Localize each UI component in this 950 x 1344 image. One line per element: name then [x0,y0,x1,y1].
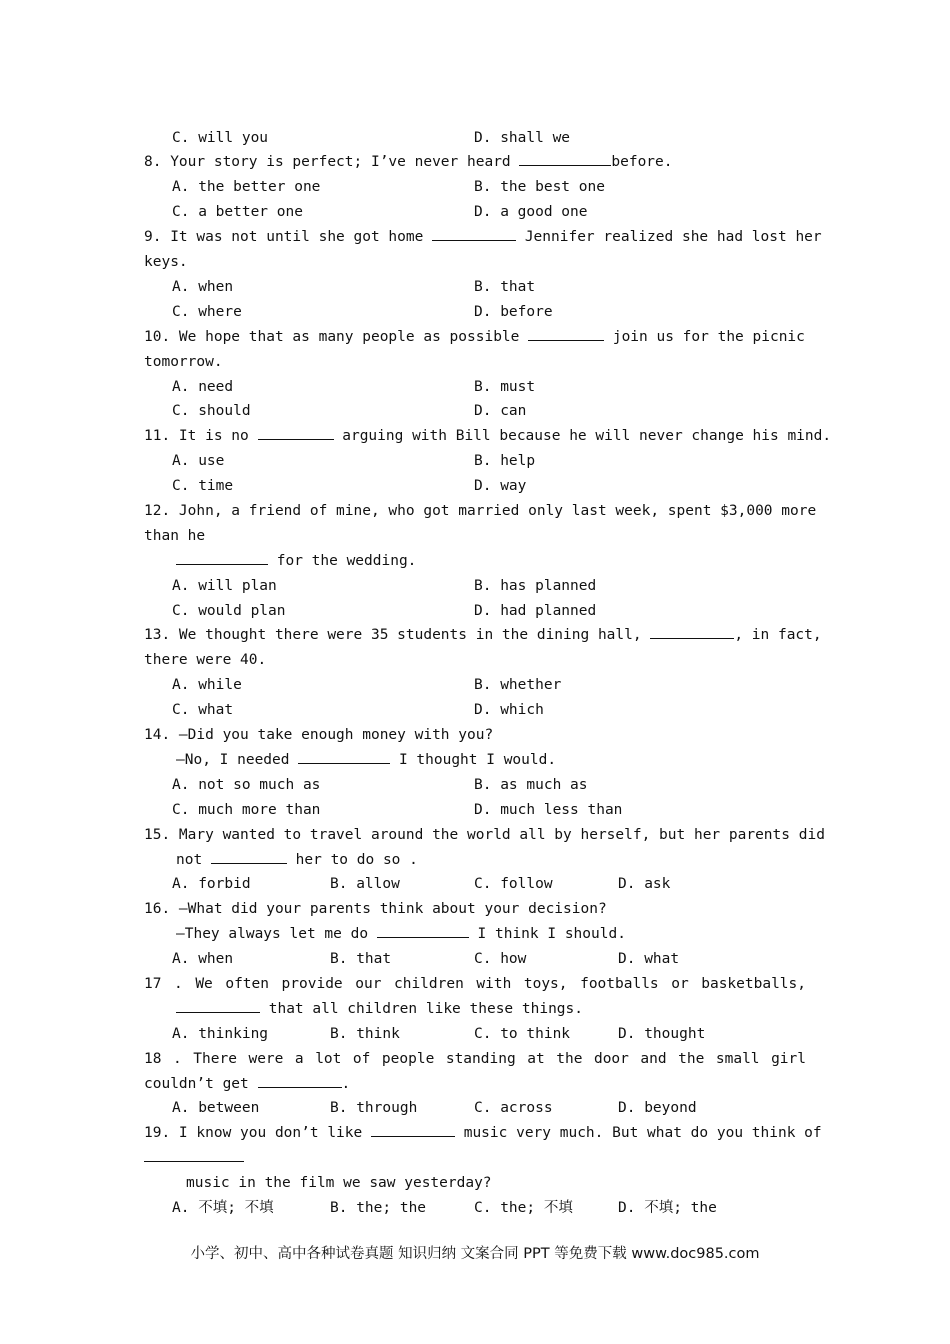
q15-stem-c: her to do so . [286,852,418,868]
q10-blank [528,326,604,341]
q15-blank [211,849,287,864]
q11-stem-a: 11. It is no [144,428,258,444]
q9-option-a: A. when [172,279,234,295]
q13-stem-a: 13. We thought there were 35 students in the dining hall, [144,627,651,643]
q16-stem-b: —They always let me do [176,926,377,942]
q9-option-c: C. where [172,304,242,320]
q11-options-ab [172,449,806,473]
q10-option-a: A. need [172,379,234,395]
q13-blank [650,624,734,639]
q12-option-c: C. would plan [172,603,286,619]
q15-options [172,872,806,896]
q17-option-c: C. to think [474,1026,571,1042]
q16-stem: 16. —What did your parents think about your decision? [144,901,607,917]
q7-option-c: C. will you [172,130,269,146]
q10-stem-a: 10. We hope that as many people as possible [144,329,529,345]
q12-stem-blank-line [176,549,838,573]
q19-stem-b: music very much. But what do you think of [454,1125,822,1141]
q9-blank [432,226,516,241]
q15-option-c: C. follow [474,876,553,892]
q15-stem: 15. Mary wanted to travel around the world all by herself, but her parents did [144,827,825,843]
q17-option-a: A. thinking [172,1026,269,1042]
q16-option-b: B. that [330,951,392,967]
q7-option-d: D. shall we [474,130,571,146]
q13-option-a: A. while [172,677,242,693]
q11-stem-b: arguing with Bill because he will never change his mind. [333,428,832,444]
q12-option-b: B. has planned [474,578,597,594]
q13-stem [144,623,822,647]
q18-option-c: C. across [474,1100,553,1116]
q9-stem-b: Jennifer realized she had lost her [516,229,822,245]
q14-stem-reply [176,748,838,772]
q12-option-a: A. will plan [172,578,277,594]
q9-options-ab [172,275,806,299]
q12-stem: 12. John, a friend of mine, who got married only last week, spent $3,000 more [144,503,817,519]
q17-stem-cont [176,997,838,1021]
q12-option-d: D. had planned [474,603,597,619]
q13-stem-b: , in fact, [734,627,822,643]
q14-option-b: B. as much as [474,777,588,793]
q10-stem-cont: tomorrow. [144,354,223,370]
q19-option-a: A. 不填; 不填 [172,1200,274,1216]
q8-option-b: B. the best one [474,179,605,195]
q15-option-d: D. ask [618,876,671,892]
q13-option-b: B. whether [474,677,562,693]
q18-stem: 18 . There were a lot of people standing at the door and the small girl [144,1051,806,1067]
q8-option-a: A. the better one [172,179,321,195]
q19-stem [144,1121,822,1145]
q14-stem-c: I thought I would. [390,752,557,768]
q15-option-a: A. forbid [172,876,251,892]
q17-stem-c: that all children like these things. [260,1001,584,1017]
q16-option-c: C. how [474,951,527,967]
q10-stem [144,325,806,349]
q17-stem: 17 . We often provide our children with toys, footballs or basketballs, [144,976,806,992]
q15-stem-cont [176,848,838,872]
q12-options-ab [172,574,806,598]
q14-stem: 14. —Did you take enough money with you? [144,727,494,743]
q11-option-b: B. help [474,453,536,469]
q12-options-cd [172,599,806,623]
q14-options-cd [172,798,806,822]
q10-stem-b: join us for the picnic [604,329,805,345]
page-footer: 小学、初中、高中各种试卷真题 知识归纳 文案合同 PPT 等免费下载 www.doc985.com [190,1246,760,1262]
q8-stem-b: before. [611,154,673,170]
q16-option-a: A. when [172,951,234,967]
q19-blank-2 [144,1147,244,1162]
q9-option-d: D. before [474,304,553,320]
q11-options-cd [172,474,806,498]
q19-blank-line [144,1146,806,1170]
q10-option-d: D. can [474,403,527,419]
q10-option-c: C. should [172,403,251,419]
q10-options-ab [172,375,806,399]
q16-options [172,947,806,971]
q8-options-ab [172,175,806,199]
q10-options-cd [172,399,806,423]
q19-stem-a: 19. I know you don’t like [144,1125,371,1141]
q11-blank [258,425,334,440]
q14-options-ab [172,773,806,797]
q11-option-a: A. use [172,453,225,469]
q19-blank-1 [371,1122,455,1137]
q12-stem-c: for the wedding. [268,553,417,569]
q13-option-d: D. which [474,702,544,718]
q16-stem-reply [176,922,838,946]
q16-stem-c: I think I should. [468,926,626,942]
q8-option-c: C. a better one [172,204,303,220]
q17-options [172,1022,806,1046]
q8-options-cd [172,200,806,224]
q10-option-b: B. must [474,379,536,395]
q13-stem-cont: there were 40. [144,652,267,668]
q9-stem-cont: keys. [144,254,188,270]
q8-blank [519,151,611,166]
q14-option-d: D. much less than [474,802,623,818]
q18-stem-b: couldn’t get [144,1076,258,1092]
q18-options [172,1096,806,1120]
q11-stem [144,424,832,448]
q8-option-d: D. a good one [474,204,588,220]
q12-stem-cont: than he [144,528,206,544]
q15-stem-b: not [176,852,211,868]
q18-stem-cont [144,1072,806,1096]
q11-option-c: C. time [172,478,234,494]
q13-option-c: C. what [172,702,234,718]
q14-blank [298,749,390,764]
q14-stem-b: —No, I needed [176,752,299,768]
q9-stem [144,225,822,249]
q9-options-cd [172,300,806,324]
q19-option-d: D. 不填; the [618,1200,717,1216]
q13-options-cd [172,698,806,722]
q13-options-ab [172,673,806,697]
q9-stem-a: 9. It was not until she got home [144,229,433,245]
q18-option-a: A. between [172,1100,260,1116]
q15-option-b: B. allow [330,876,400,892]
q12-blank [176,550,268,565]
q11-option-d: D. way [474,478,527,494]
q18-option-d: D. beyond [618,1100,697,1116]
q16-blank [377,923,469,938]
q17-option-b: B. think [330,1026,400,1042]
q14-option-a: A. not so much as [172,777,321,793]
q8-stem [144,150,806,174]
q18-blank [258,1073,342,1088]
q9-option-b: B. that [474,279,536,295]
q16-option-d: D. what [618,951,680,967]
q18-option-b: B. through [330,1100,418,1116]
q14-option-c: C. much more than [172,802,321,818]
q19-stem-cont: music in the film we saw yesterday? [186,1175,492,1191]
q19-option-c: C. the; 不填 [474,1200,573,1216]
q17-option-d: D. thought [618,1026,706,1042]
q19-option-b: B. the; the [330,1200,427,1216]
q19-options [172,1196,806,1220]
q17-blank [176,998,260,1013]
q8-stem-a: 8. Your story is perfect; I’ve never heard [144,154,520,170]
q18-stem-c: . [341,1076,351,1092]
q7-options-cd [172,126,806,150]
